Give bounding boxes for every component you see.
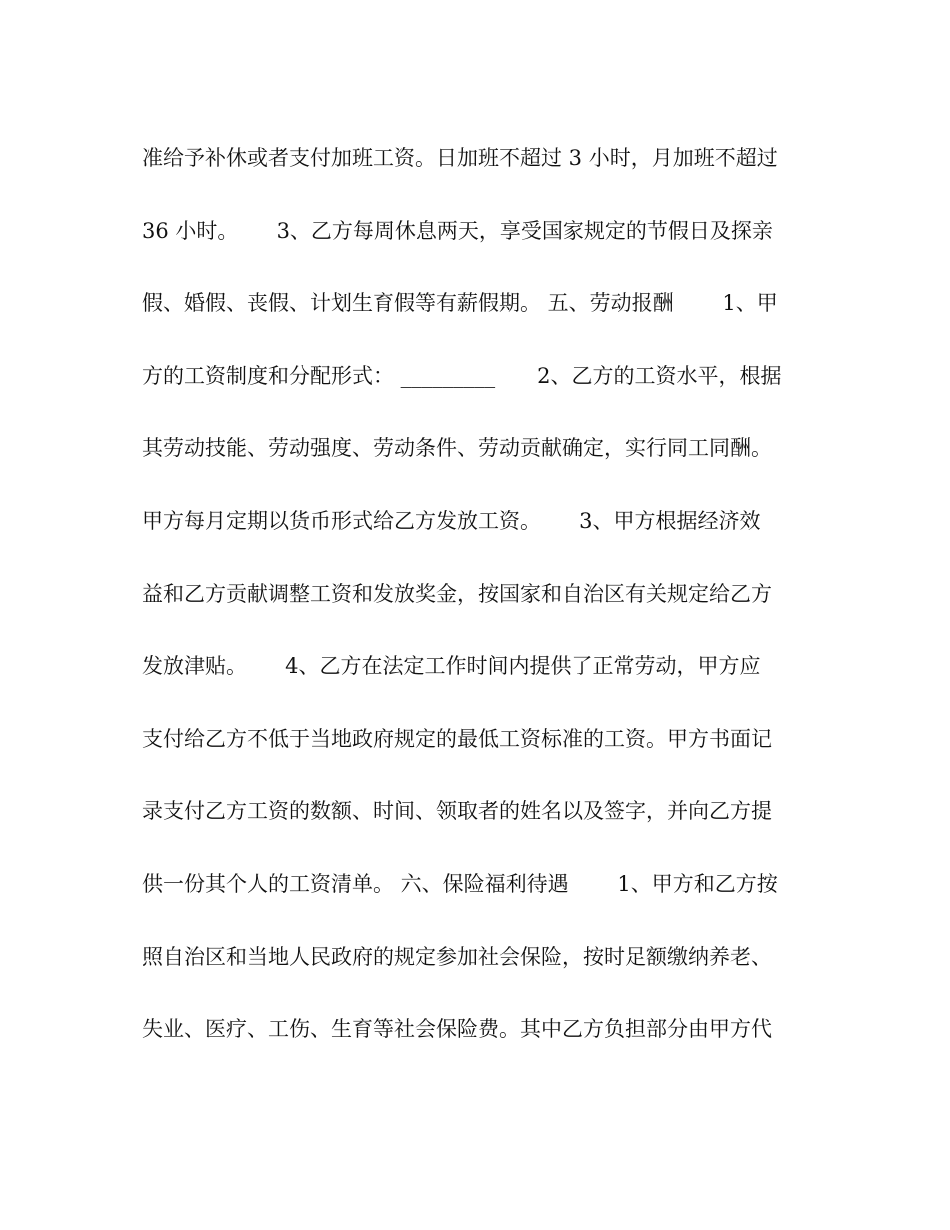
text-line: 录支付乙方工资的数额、时间、领取者的姓名以及签字，并向乙方提 bbox=[142, 799, 772, 824]
text-line: 方的工资制度和分配形式： _________ 2、乙方的工资水平，根据 bbox=[142, 363, 782, 388]
text-line: 失业、医疗、工伤、生育等社会保险费。其中乙方负担部分由甲方代 bbox=[142, 1017, 772, 1042]
text-line: 供一份其个人的工资清单。 六、保险福利待遇 1、甲方和乙方按 bbox=[142, 871, 778, 896]
text-line: 36 小时。 3、乙方每周休息两天，享受国家规定的节假日及探亲 bbox=[142, 218, 773, 243]
text-line: 准给予补休或者支付加班工资。日加班不超过 3 小时，月加班不超过 bbox=[142, 146, 778, 170]
text-line: 照自治区和当地人民政府的规定参加社会保险，按时足额缴纳养老、 bbox=[142, 944, 772, 969]
contract-body-text bbox=[142, 136, 812, 1080]
text-line: 假、婚假、丧假、计划生育假等有薪假期。 五、劳动报酬 1、甲 bbox=[142, 291, 778, 316]
text-line: 支付给乙方不低于当地政府规定的最低工资标准的工资。甲方书面记 bbox=[142, 726, 772, 751]
text-line: 益和乙方贡献调整工资和发放奖金，按国家和自治区有关规定给乙方 bbox=[142, 581, 772, 606]
text-line: 其劳动技能、劳动强度、劳动条件、劳动贡献确定，实行同工同酬。 bbox=[142, 436, 772, 461]
text-line: 发放津贴。 4、乙方在法定工作时间内提供了正常劳动，甲方应 bbox=[142, 654, 761, 679]
text-line: 甲方每月定期以货币形式给乙方发放工资。 3、甲方根据经济效 bbox=[142, 508, 761, 533]
